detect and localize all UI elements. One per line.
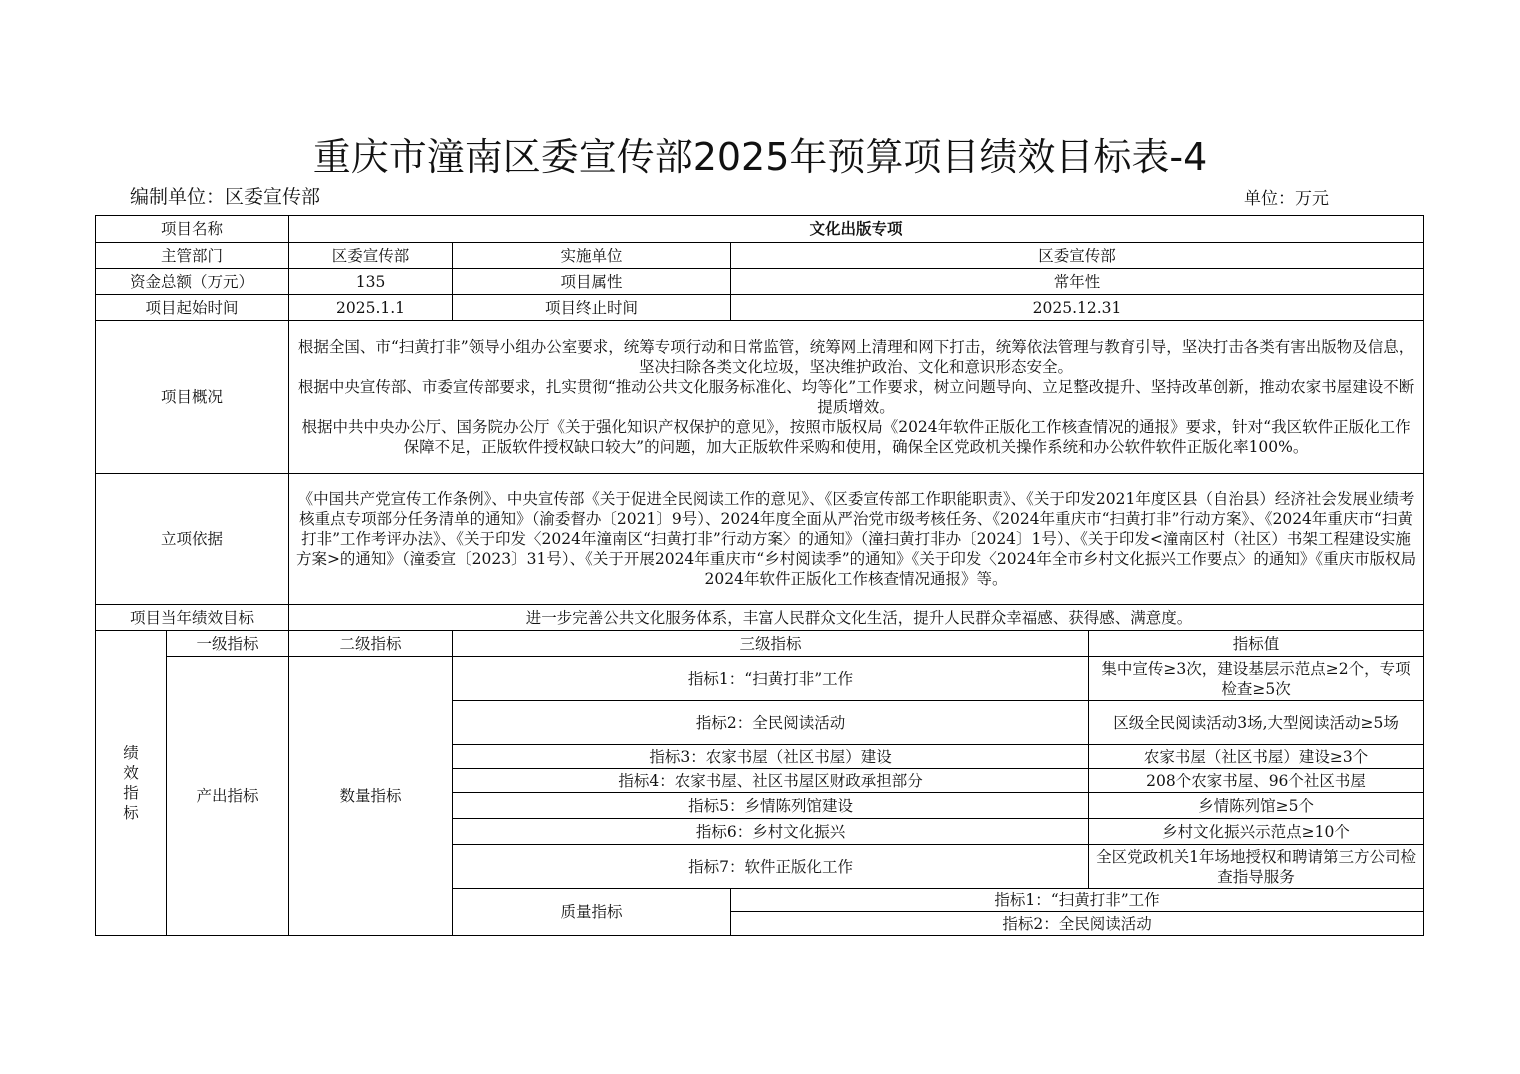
quantity-indicator-value: 乡情陈列馆≥5个 (1089, 793, 1424, 819)
quantity-indicator-value: 全区党政机关1年场地授权和聘请第三方公司检查指导服务 (1089, 845, 1424, 889)
quality-indicator-name: 指标1：“扫黄打非”工作 (731, 889, 1424, 912)
row-funds (96, 269, 1424, 295)
section-char: 绩 (123, 744, 139, 762)
quantity-indicator-value: 区级全民阅读活动3场,大型阅读活动≥5场 (1089, 701, 1424, 745)
header-level1: 一级指标 (167, 631, 289, 657)
attr-label: 项目属性 (453, 269, 731, 295)
quantity-indicator-name: 指标1：“扫黄打非”工作 (453, 657, 1089, 701)
basis-text: 《中国共产党宣传工作条例》、中央宣传部《关于促进全民阅读工作的意见》、《区委宣传部工作职能职责》、《关于印发2021年度区县（自治县）经济社会发展业绩考核重点专项部分任务清单的通知》（渝委督办〔2021〕9号）、2024年度全面从严治党市级考核任务、《2024年重庆市“扫黄打非”行动方案》、《2024年重庆市“扫黄打非”工作考评办法》、《关于印发〈2024年潼南区“扫黄打非”行动方案〉的通知》（潼扫黄打非办〔2024〕1号）、《关于印发<潼南区村（社区）书架工程建设实施方案>的通知》（潼委宣〔2023〕31号）、《关于开展2024年重庆市“乡村阅读季”的通知》《关于印发〈2024年全市乡村文化振兴工作要点〉的通知》《重庆市版权局2024年软件正版化工作核查情况通报》等。 (289, 474, 1424, 605)
quantity-indicator-value: 农家书屋（社区书屋）建设≥3个 (1089, 745, 1424, 769)
row-dates (96, 295, 1424, 321)
level1-output: 产出指标 (167, 657, 289, 936)
quantity-indicator-name: 指标4：农家书屋、社区书屋区财政承担部分 (453, 769, 1089, 793)
impl-value: 区委宣传部 (731, 243, 1424, 269)
quantity-indicator-value: 208个农家书屋、96个社区书屋 (1089, 769, 1424, 793)
compiler-unit: 编制单位：区委宣传部 (130, 186, 321, 208)
quantity-indicator-name: 指标2：全民阅读活动 (453, 701, 1089, 745)
performance-table (95, 215, 1424, 936)
end-label: 项目终止时间 (453, 295, 731, 321)
quality-indicator-name: 指标2：全民阅读活动 (731, 912, 1424, 936)
funds-value: 135 (289, 269, 453, 295)
row-department (96, 243, 1424, 269)
header-level2: 二级指标 (289, 631, 453, 657)
goal-text: 进一步完善公共文化服务体系，丰富人民群众文化生活，提升人民群众幸福感、获得感、满意度。 (289, 605, 1424, 631)
start-value: 2025.1.1 (289, 295, 453, 321)
section-char: 指 (123, 784, 139, 802)
overview-label: 项目概况 (96, 321, 289, 474)
overview-paragraph: 根据中共中央办公厅、国务院办公厅《关于强化知识产权保护的意见》，按照市版权局《2024年软件正版化工作核查情况的通报》要求，针对“我区软件正版化工作保障不足，正版软件授权缺口较大”的问题，加大正版软件采购和使用，确保全区党政机关操作系统和办公软件软件正版化率100%。 (301, 418, 1411, 456)
quantity-indicator-name: 指标6：乡村文化振兴 (453, 819, 1089, 845)
section-char: 效 (123, 764, 139, 782)
row-project-name (96, 216, 1424, 243)
quantity-indicator-value: 集中宣传≥3次，建设基层示范点≥2个，专项检查≥5次 (1089, 657, 1424, 701)
row-overview (96, 321, 1424, 474)
start-label: 项目起始时间 (96, 295, 289, 321)
quantity-indicator-name: 指标5：乡情陈列馆建设 (453, 793, 1089, 819)
dept-label: 主管部门 (96, 243, 289, 269)
row-indicator-headers (96, 631, 1424, 657)
quantity-indicator-value: 乡村文化振兴示范点≥10个 (1089, 819, 1424, 845)
quality-label: 质量指标 (453, 889, 731, 936)
overview-paragraph: 根据全国、市“扫黄打非”领导小组办公室要求，统筹专项行动和日常监管，统筹网上清理和网下打击，统筹依法管理与教育引导，坚决打击各类有害出版物及信息，坚决扫除各类文化垃圾，坚决维护政治、文化和意识形态安全。 (297, 338, 1415, 376)
quantity-label: 数量指标 (289, 657, 453, 936)
money-unit: 单位：万元 (1244, 189, 1329, 209)
table-row (96, 657, 1424, 701)
row-basis (96, 474, 1424, 605)
overview-paragraph: 根据中央宣传部、市委宣传部要求，扎实贯彻“推动公共文化服务标准化、均等化”工作要求，树立问题导向、立足整改提升、坚持改革创新，推动农家书屋建设不断提质增效。 (297, 378, 1415, 416)
goal-label: 项目当年绩效目标 (96, 605, 289, 631)
page-title: 重庆市潼南区委宣传部2025年预算项目绩效目标表-4 (312, 135, 1208, 179)
dept-value: 区委宣传部 (289, 243, 453, 269)
impl-label: 实施单位 (453, 243, 731, 269)
basis-label: 立项依据 (96, 474, 289, 605)
attr-value: 常年性 (731, 269, 1424, 295)
funds-label: 资金总额（万元） (96, 269, 289, 295)
overview-text (289, 321, 1424, 474)
project-name-value: 文化出版专项 (289, 216, 1424, 243)
section-char: 标 (123, 804, 139, 822)
project-name-label: 项目名称 (96, 216, 289, 243)
header-value: 指标值 (1089, 631, 1424, 657)
quantity-indicator-name: 指标3：农家书屋（社区书屋）建设 (453, 745, 1089, 769)
row-goal (96, 605, 1424, 631)
quantity-indicator-name: 指标7：软件正版化工作 (453, 845, 1089, 889)
end-value: 2025.12.31 (731, 295, 1424, 321)
header-level3: 三级指标 (453, 631, 1089, 657)
indicators-section-label (96, 631, 167, 936)
